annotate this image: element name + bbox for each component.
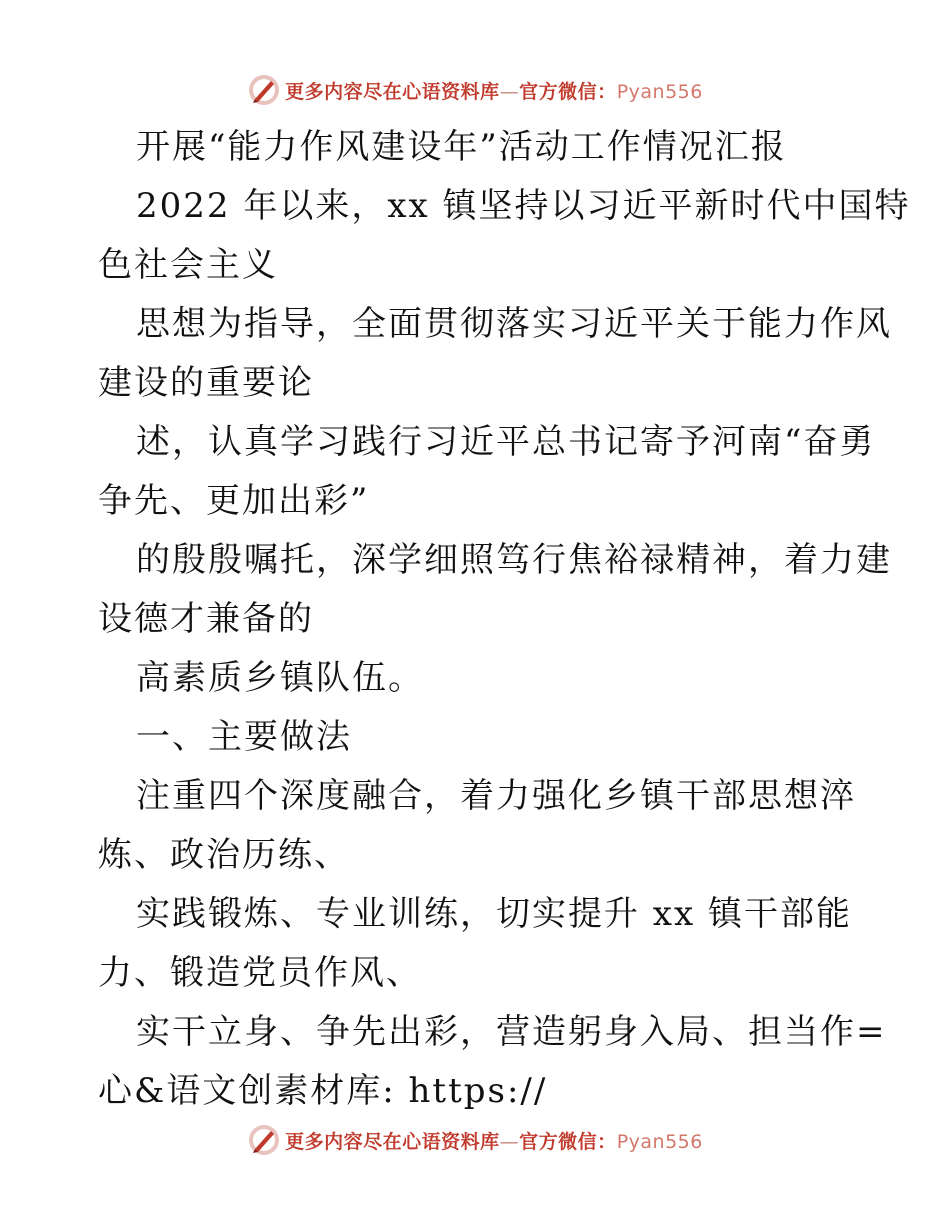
paragraph-line: 一、主要做法	[136, 717, 352, 757]
paragraph-line: 高素质乡镇队伍。	[136, 658, 424, 698]
document-title: 开展“能力作风建设年”活动工作情况汇报	[136, 127, 787, 167]
banner-site-name: 更多内容尽在心语资料库	[285, 1130, 500, 1153]
footer-watermark-banner	[0, 1120, 950, 1160]
document-body	[98, 118, 911, 1121]
paragraph-line: 设德才兼备的	[98, 599, 314, 639]
paragraph-line: 实干立身、争先出彩，营造躬身入局、担当作=	[136, 1012, 887, 1052]
paragraph-line: 建设的重要论	[98, 363, 314, 403]
pen-logo-icon	[247, 1123, 281, 1157]
banner-account-id: Pyan556	[616, 1130, 703, 1153]
banner-account-id: Pyan556	[616, 80, 703, 103]
paragraph-line: 思想为指导，全面贯彻落实习近平关于能力作风	[136, 304, 892, 344]
paragraph-line: 实践锻炼、专业训练，切实提升 xx 镇干部能	[136, 894, 852, 934]
banner-account-label: 官方微信：	[519, 80, 617, 103]
pen-logo-icon	[247, 73, 281, 107]
banner-dash: —	[499, 1130, 520, 1153]
paragraph-line: 述，认真学习践行习近平总书记寄予河南“奋勇	[136, 422, 876, 462]
banner-site-name: 更多内容尽在心语资料库	[285, 80, 500, 103]
paragraph-line: 力、锻造党员作风、	[98, 953, 422, 993]
paragraph-line: 色社会主义	[98, 245, 278, 285]
paragraph-line: 炼、政治历练、	[98, 835, 350, 875]
banner-account-label: 官方微信：	[519, 1130, 617, 1153]
paragraph-line: 注重四个深度融合，着力强化乡镇干部思想淬	[136, 776, 856, 816]
header-watermark-banner	[0, 70, 950, 110]
banner-text	[285, 77, 703, 104]
paragraph-line: 争先、更加出彩”	[98, 481, 370, 521]
paragraph-line: 的殷殷嘱托，深学细照笃行焦裕禄精神，着力建	[136, 540, 892, 580]
banner-text	[285, 1127, 703, 1154]
paragraph-line: 2022 年以来，xx 镇坚持以习近平新时代中国特	[136, 186, 911, 226]
paragraph-line: 心&语文创素材库: https://	[98, 1071, 548, 1111]
banner-dash: —	[499, 80, 520, 103]
